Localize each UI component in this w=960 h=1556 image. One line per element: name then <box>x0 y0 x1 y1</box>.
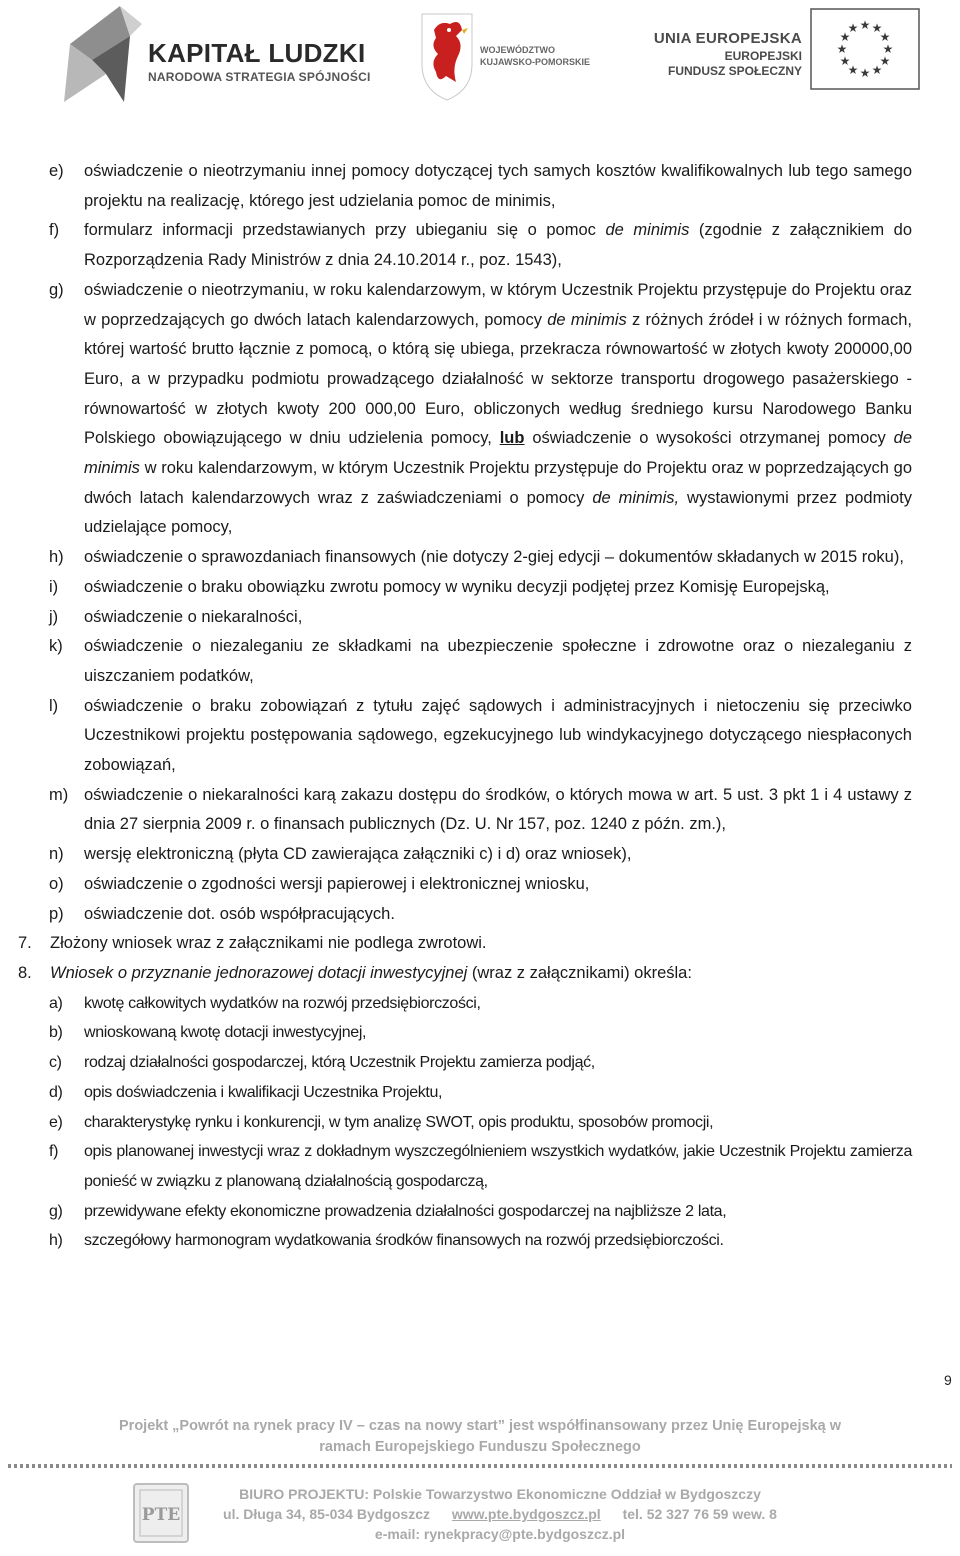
numbered-points <box>0 929 960 988</box>
list-marker: d) <box>49 1083 63 1101</box>
list-item <box>0 989 960 1019</box>
list-marker: p) <box>49 904 64 923</box>
text-run: oświadczenie dot. osób współpracujących. <box>84 904 395 923</box>
list-item <box>0 1078 960 1108</box>
list-item <box>0 840 960 870</box>
document-body <box>0 157 960 1256</box>
list-item-text <box>84 216 912 275</box>
text-run: oświadczenie o niekaralności karą zakazu dostępu do środków, o których mowa w art. 5 ust. 3 pkt 1 i 4 ustawy z dnia 27 sierpnia 2009 r. o finansach publicznych (Dz. U. Nr 157, poz. 1240 z późn. zm.), <box>84 785 912 834</box>
text-run: oświadczenie o niekaralności, <box>84 607 303 626</box>
eu-line2: EUROPEJSKI <box>724 49 802 63</box>
list-item-text <box>84 573 912 603</box>
text-run: oświadczenie o braku zobowiązań z tytułu zajęć sądowych i administracyjnych i nietoczeniu się przeciwko Uczestnikowi projektu postępowania sądowego, egzekucyjnego lub windykacyjnego dotyczącego niespłaconych zobowiązań, <box>84 696 912 775</box>
list-item-text <box>50 959 912 989</box>
footer-dotted-divider <box>6 1462 954 1470</box>
list-item-text <box>84 157 912 216</box>
footer-bureau-info <box>200 1484 800 1544</box>
eu-text <box>654 30 802 78</box>
list-marker: k) <box>49 637 63 656</box>
list-item-text <box>84 781 912 840</box>
text-run: oświadczenie o nieotrzymaniu innej pomocy dotyczącej tych samych kosztów kwalifikowalnych lub tego samego projektu na realizację, którego jest udzielania pomoc de minimis, <box>84 162 912 210</box>
text-run: w roku kalendarzowym, w którym Uczestnik Projektu przystępuje do Projektu oraz w poprzedzających go dwóch latach kalendarzowych wraz z zaświadczeniami o pomocy <box>84 459 912 507</box>
text-run: kwotę całkowitych wydatków na rozwój przedsiębiorczości, <box>84 994 481 1012</box>
footer-project-line1: Projekt „Powrót na rynek pracy IV – czas na nowy start” jest współfinansowany przez Unię Europejską w <box>119 1418 841 1434</box>
text-run: wystawionymi przez podmioty udzielające pomocy, <box>84 488 912 537</box>
list-item <box>0 157 960 216</box>
list-item <box>0 929 960 959</box>
emphasis-underline: lub <box>499 429 525 448</box>
list-item <box>0 573 960 603</box>
list-item-text <box>84 603 912 633</box>
list-marker: g) <box>49 280 64 299</box>
list-marker: h) <box>49 1232 63 1250</box>
list-marker: h) <box>49 548 64 567</box>
list-item-text <box>84 900 912 930</box>
emphasis-italic: Wniosek o przyznanie jednorazowej dotacji inwestycyjnej <box>50 963 468 982</box>
svg-text:★: ★ <box>859 66 871 80</box>
text-run: wersję elektroniczną (płyta CD zawierająca załączniki c) i d) oraz wniosek), <box>84 845 632 864</box>
text-run: oświadczenie o wysokości otrzymanej pomocy <box>524 429 894 448</box>
text-run: wnioskowaną kwotę dotacji inwestycyjnej, <box>84 1024 367 1042</box>
svg-text:★: ★ <box>871 21 883 35</box>
list-item-text <box>84 1048 912 1078</box>
attachments-list <box>0 157 960 929</box>
griffin-crest-icon <box>416 6 478 102</box>
list-item <box>0 543 960 573</box>
footer-bureau-title: BIURO PROJEKTU: Polskie Towarzystwo Ekonomiczne Oddział w Bydgoszczy <box>239 1486 761 1502</box>
list-marker: 8. <box>18 963 32 982</box>
svg-text:★: ★ <box>879 54 891 68</box>
list-item <box>0 959 960 989</box>
list-item <box>0 1226 960 1256</box>
list-item <box>0 870 960 900</box>
list-item-text <box>84 870 912 900</box>
list-marker: e) <box>49 162 64 180</box>
list-item <box>0 216 960 275</box>
footer-email: e-mail: rynekpracy@pte.bydgoszcz.pl <box>374 1526 626 1542</box>
list-item-text <box>84 692 912 781</box>
text-run: oświadczenie o braku obowiązku zwrotu pomocy w wyniku decyzji podjętej przez Komisję Europejską, <box>84 577 830 596</box>
list-item <box>0 1197 960 1227</box>
footer-project-line2: ramach Europejskiego Funduszu Społecznego <box>319 1439 641 1455</box>
list-item <box>0 1108 960 1138</box>
text-run: oświadczenie o sprawozdaniach finansowych (nie dotyczy 2-giej edycji – dokumentów składanych w 2015 roku), <box>84 548 904 567</box>
list-item-text <box>84 276 912 543</box>
list-item-text <box>84 1078 912 1108</box>
footer-phone: tel. 52 327 76 59 wew. 8 <box>622 1506 777 1522</box>
footer-website-link[interactable]: www.pte.bydgoszcz.pl <box>451 1506 601 1522</box>
footer-contact-line <box>200 1504 800 1524</box>
list-marker: n) <box>49 845 64 864</box>
list-item <box>0 276 960 543</box>
kapital-ludzki-star-icon <box>62 4 144 104</box>
pte-logo-icon <box>132 1482 190 1544</box>
svg-text:★: ★ <box>859 18 871 32</box>
wojewodztwo-text <box>480 44 590 68</box>
list-item <box>0 1018 960 1048</box>
text-run: przewidywane efekty ekonomiczne prowadzenia działalności gospodarczej na najbliższe 2 lata, <box>84 1202 727 1220</box>
text-run: (zgodnie z załącznikiem do Rozporządzenia Rady Ministrów z dnia 24.10.2014 r., poz. 1543), <box>84 221 913 270</box>
wojewodztwo-line2: KUJAWSKO-POMORSKIE <box>480 57 591 67</box>
list-item-text <box>50 929 912 959</box>
text-run: oświadczenie o zgodności wersji papierowej i elektronicznej wniosku, <box>84 874 590 893</box>
text-run: opis doświadczenia i kwalifikacji Uczestnika Projektu, <box>84 1083 443 1101</box>
list-item <box>0 900 960 930</box>
eu-logo <box>620 8 920 98</box>
text-run: opis planowanej inwestycji wraz z dokładnym wyszczególnieniem wszystkich wydatków, jakie Uczestnik Projektu zamierza ponieść w związku z planowaną działalnością gospodarczą, <box>84 1143 912 1190</box>
text-run: formularz informacji przedstawianych przy ubieganiu się o pomoc <box>84 221 606 240</box>
text-run: rodzaj działalności gospodarczej, którą Uczestnik Projektu zamierza podjąć, <box>84 1054 595 1072</box>
svg-text:★: ★ <box>847 21 859 35</box>
emphasis-italic: de minimis, <box>592 488 680 507</box>
list-marker: e) <box>49 1113 63 1131</box>
eu-line3: FUNDUSZ SPOŁECZNY <box>667 64 802 78</box>
list-marker: o) <box>49 874 64 893</box>
list-item-text <box>84 1137 912 1196</box>
page-header <box>0 0 960 110</box>
kapital-ludzki-subtitle: NARODOWA STRATEGIA SPÓJNOŚCI <box>148 70 371 84</box>
svg-text:★: ★ <box>839 30 851 44</box>
list-marker: g) <box>49 1202 63 1220</box>
list-item-text <box>84 840 912 870</box>
emphasis-italic: de minimis <box>547 310 627 329</box>
svg-text:★: ★ <box>879 30 891 44</box>
text-run: (wraz z załącznikami) określa: <box>467 963 692 982</box>
text-run: z różnych źródeł i w różnych formach, której wartość brutto łącznie z pomocą, o którą się ubiega, przekracza równowartość w złotych kwoty 200000,00 Euro, a w przypadku podmiotu prowadzącego działalność w sektorze transportu drogowego pasażerskiego - równowartość w złotych kwoty 200 000,00 Euro, obliczonych według średniego kursu Narodowego Banku Polskiego obowiązującego w dniu udzielenia pomocy, <box>84 310 912 448</box>
wojewodztwo-line1: WOJEWÓDZTWO <box>480 45 555 55</box>
list-item <box>0 781 960 840</box>
list-item-text <box>84 1018 912 1048</box>
text-run: charakterystykę rynku i konkurencji, w tym analizę SWOT, opis produktu, sposobów promocji, <box>84 1113 714 1131</box>
list-item-text <box>84 1197 912 1227</box>
list-marker: j) <box>49 607 59 626</box>
list-marker: i) <box>49 577 59 596</box>
list-marker: b) <box>49 1024 63 1042</box>
svg-text:★: ★ <box>882 42 894 56</box>
list-marker: l) <box>49 696 59 715</box>
svg-text:★: ★ <box>839 54 851 68</box>
list-marker: f) <box>49 221 60 240</box>
svg-text:★: ★ <box>847 63 859 77</box>
wojewodztwo-logo <box>416 6 606 106</box>
pte-logo-text: PTE <box>141 1505 181 1525</box>
list-marker: c) <box>49 1054 62 1072</box>
eu-flag-icon <box>810 8 920 90</box>
kapital-ludzki-logo <box>62 4 372 104</box>
list-item <box>0 1048 960 1078</box>
list-item <box>0 632 960 691</box>
list-marker: a) <box>49 994 63 1012</box>
application-contents-list <box>0 989 960 1256</box>
svg-text:★: ★ <box>836 42 848 56</box>
list-marker: 7. <box>18 934 32 953</box>
list-marker: m) <box>49 785 69 804</box>
list-item-text <box>84 632 912 691</box>
list-item <box>0 692 960 781</box>
list-marker: f) <box>49 1143 59 1161</box>
footer-project-info <box>0 1416 960 1458</box>
text-run: oświadczenie o nieotrzymaniu, w roku kalendarzowym, w którym Uczestnik Projektu przystępuje do Projektu oraz w poprzedzających go dwóch latach kalendarzowych, pomocy <box>84 280 912 329</box>
kapital-ludzki-title: KAPITAŁ LUDZKI <box>148 38 366 68</box>
list-item <box>0 603 960 633</box>
emphasis-italic: de minimis <box>84 429 912 478</box>
text-run: oświadczenie o niezaleganiu ze składkami na ubezpieczenie społeczne i zdrowotne oraz o niezaleganiu z uiszczaniem podatków, <box>84 637 912 685</box>
list-item-text <box>84 1226 912 1256</box>
svg-text:★: ★ <box>871 63 883 77</box>
page-number: 9 <box>944 1372 952 1388</box>
text-run: Złożony wniosek wraz z załącznikami nie podlega zwrotowi. <box>50 934 487 953</box>
eu-line1: UNIA EUROPEJSKA <box>653 30 802 47</box>
text-run: szczegółowy harmonogram wydatkowania środków finansowych na rozwój przedsiębiorczości. <box>84 1232 724 1250</box>
emphasis-italic: de minimis <box>605 221 690 240</box>
list-item-text <box>84 543 912 573</box>
list-item-text <box>84 989 912 1019</box>
list-item-text <box>84 1108 912 1138</box>
list-item <box>0 1137 960 1196</box>
footer-address: ul. Długa 34, 85-034 Bydgoszcz <box>223 1506 430 1522</box>
